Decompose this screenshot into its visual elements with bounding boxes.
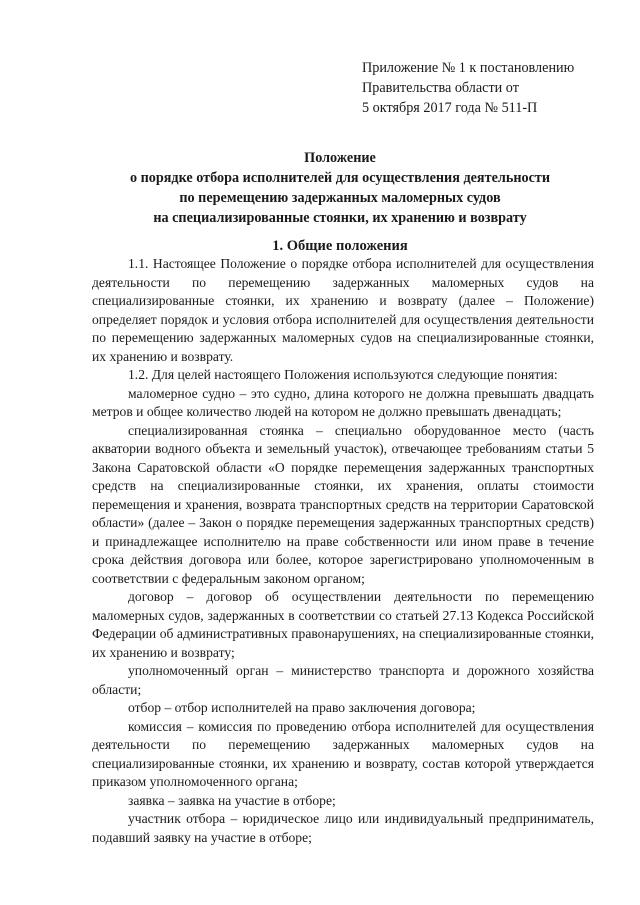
document-title bbox=[40, 148, 640, 228]
appendix-line: Правительства области от bbox=[362, 80, 519, 96]
section-body bbox=[92, 255, 594, 847]
paragraph: участник отбора – юридическое лицо или индивидуальный предприниматель, подавший заявку на участие в отборе; bbox=[92, 811, 594, 845]
title-line: по перемещению задержанных маломерных судов bbox=[179, 190, 501, 206]
appendix-line: Приложение № 1 к постановлению bbox=[362, 60, 575, 76]
paragraph: договор – договор об осуществлении деятельности по перемещению маломерных судов, задержанных в соответствии со статьей 27.13 Кодекса Российской Федерации об административных правонарушениях, на специализированные стоянки, их хранению и возврату; bbox=[92, 589, 594, 660]
title-line: на специализированные стоянки, их хранению и возврату bbox=[153, 210, 527, 226]
paragraph: заявка – заявка на участие в отборе; bbox=[128, 792, 336, 808]
paragraph: комиссия – комиссия по проведению отбора исполнителей для осуществления деятельности по перемещению задержанных маломерных судов на специализированные стоянки, их хранению и возврату, состав которой утверждается приказом уполномоченного органа; bbox=[92, 718, 594, 789]
paragraph: 1.2. Для целей настоящего Положения используются следующие понятия: bbox=[128, 367, 558, 382]
appendix-note bbox=[362, 58, 622, 118]
paragraph: уполномоченный орган – министерство транспорта и дорожного хозяйства области; bbox=[92, 663, 594, 697]
title-line: Положение bbox=[304, 150, 376, 166]
paragraph: маломерное судно – это судно, длина которого не должна превышать двадцать метров и общее количество людей на котором не должно превышать двенадцать; bbox=[92, 385, 594, 419]
paragraph: отбор – отбор исполнителей на право заключения договора; bbox=[128, 700, 476, 715]
appendix-line: 5 октября 2017 года № 511-П bbox=[362, 100, 538, 116]
title-line: о порядке отбора исполнителей для осуществления деятельности bbox=[129, 170, 551, 186]
paragraph: специализированная стоянка – специально оборудованное место (часть акватории водного объекта и земельный участок), отвечающее требованиям статьи 5 Закона Саратовской области «О порядке перемещения задержанных транспортных средств на специализированные стоянки, их хранения, оплаты стоимости перемещения и хранения, возврата транспортных средств на территории Саратовской области» (далее – Закон о порядке перемещения задержанных транспортных средств) и принадлежащее исполнителю на праве собственности или ином праве в течение срока действия договора или более, которое зарегистрировано уполномоченным в соответствии с федеральным законом органом; bbox=[92, 422, 594, 586]
section-heading: 1. Общие положения bbox=[272, 238, 408, 254]
paragraph: 1.1. Настоящее Положение о порядке отбора исполнителей для осуществления деятельности по перемещению задержанных маломерных судов на специализированные стоянки, их хранению и возврату (далее – Положение) определяет порядок и условия отбора исполнителей для осуществления деятельности по перемещению задержанных маломерных судов на специализированные стоянки, их хранению и возврату. bbox=[92, 256, 594, 364]
